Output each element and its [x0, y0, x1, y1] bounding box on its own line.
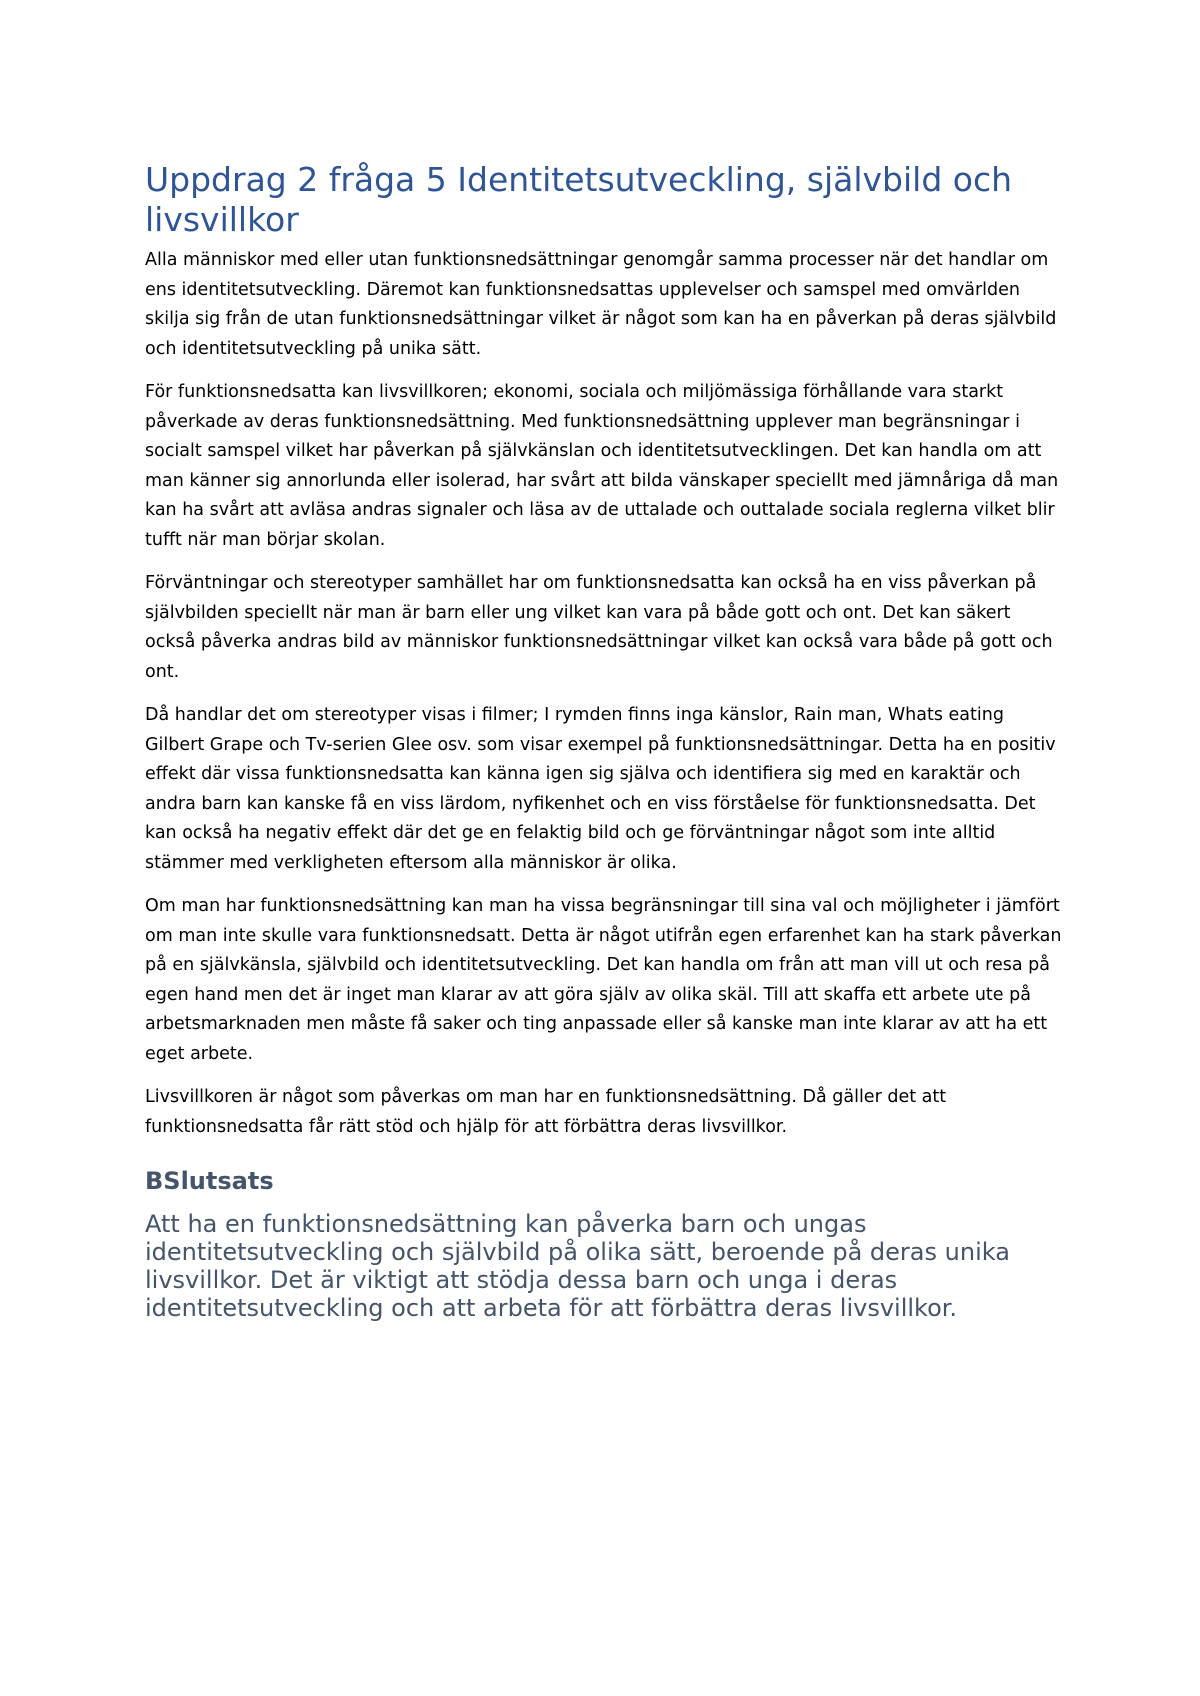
paragraph-6: Livsvillkoren är något som påverkas om man har en funktionsnedsättning. Då gäller det att funktionsnedsatta får rätt stöd och hjälp för att förbättra deras livsvillkor. [145, 1087, 947, 1137]
conclusion-paragraph: Att ha en funktionsnedsättning kan påverka barn och ungas identitetsutveckling och självbild på olika sätt, beroende på deras unika livsvillkor. Det är viktigt att stödja dessa barn och unga i deras identitetsutveckling och att arbeta för att förbättra deras livsvillkor. [145, 1210, 1010, 1322]
document-page [145, 160, 1065, 1322]
paragraph-4: Då handlar det om stereotyper visas i filmer; I rymden finns inga känslor, Rain man, Whats eating Gilbert Grape och Tv-serien Glee osv. som visar exempel på funktionsnedsättningar. Detta ha en positiv effekt där vissa funktionsnedsatta kan känna igen sig själva och identifiera sig med en karaktär och andra barn kan kanske få en viss lärdom, nyfikenhet och en viss förståelse för funktionsnedsatta. Det kan också ha negativ effekt där det ge en felaktig bild och ge förväntningar något som inte alltid stämmer med verkligheten eftersom alla människor är olika. [145, 705, 1056, 873]
paragraph-1: Alla människor med eller utan funktionsnedsättningar genomgår samma processer när det handlar om ens identitetsutveckling. Däremot kan funktionsnedsattas upplevelser och samspel med omvärlden skilja sig från de utan funktionsnedsättningar vilket är något som kan ha en påverkan på deras självbild och identitetsutveckling på unika sätt. [145, 250, 1057, 359]
paragraph-2: För funktionsnedsatta kan livsvillkoren; ekonomi, sociala och miljömässiga förhållande vara starkt påverkade av deras funktionsnedsättning. Med funktionsnedsättning upplever man begränsningar i socialt samspel vilket har påverkan på självkänslan och identitetsutvecklingen. Det kan handla om att man känner sig annorlunda eller isolerad, har svårt att bilda vänskaper speciellt med jämnåriga då man kan ha svårt att avläsa andras signaler och läsa av de uttalade och outtalade sociala reglerna vilket blir tufft när man börjar skolan. [145, 382, 1059, 550]
paragraph-5: Om man har funktionsnedsättning kan man ha vissa begränsningar till sina val och möjligheter i jämfört om man inte skulle vara funktionsnedsatt. Detta är något utifrån egen erfarenhet kan ha stark påverkan på en självkänsla, självbild och identitetsutveckling. Det kan handla om från att man vill ut och resa på egen hand men det är inget man klarar av att göra själv av olika skäl. Till att skaffa ett arbete ute på arbetsmarknaden men måste få saker och ting anpassade eller så kanske man inte klarar av att ha ett eget arbete. [145, 896, 1062, 1064]
paragraph-3: Förväntningar och stereotyper samhället har om funktionsnedsatta kan också ha en viss påverkan på självbilden speciellt när man är barn eller ung vilket kan vara på både gott och ont. Det kan säkert också påverka andras bild av människor funktionsnedsättningar vilket kan också vara både på gott och ont. [145, 573, 1053, 682]
document-title: Uppdrag 2 fråga 5 Identitetsutveckling, självbild och livsvillkor [145, 160, 1013, 239]
section-heading: BSlutsats [145, 1167, 274, 1195]
